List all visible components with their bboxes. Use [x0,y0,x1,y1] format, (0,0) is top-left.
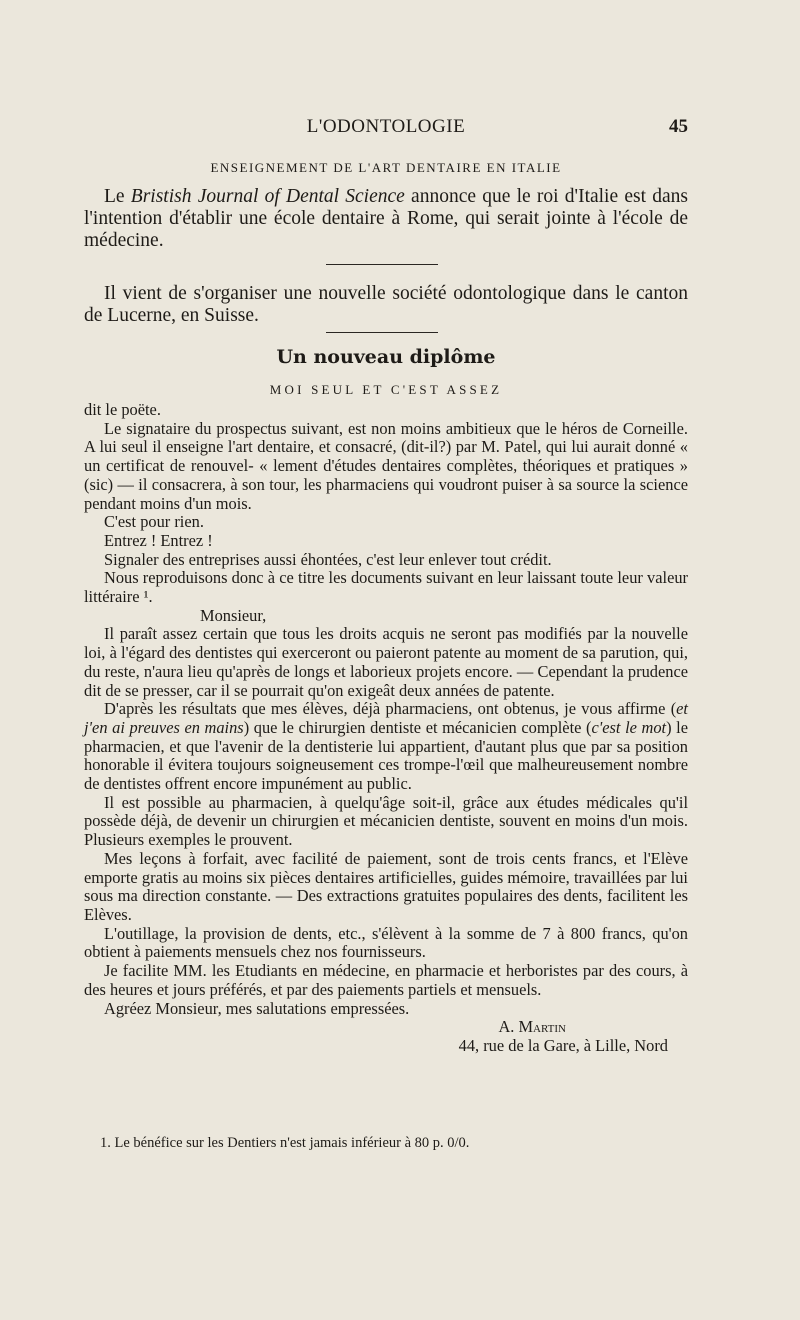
body-paragraph: Nous reproduisons donc à ce titre les documents suivant en leur laissant toute leur valeur littéraire ¹. [84,568,688,607]
body-paragraph: Il paraît assez certain que tous les droits acquis ne seront pas modifiés par la nouvelle loi, à l'égard des dentistes qui exerceront ou paieront patente au moment de sa parution, qui, du reste, n'aura lieu qu'après de longs et laborieux projets encore. — Cependant la prudence dit de se presser, car il se pourrait qu'on exigeât deux années de patente. [84,624,688,700]
letter-signature: A. Martin [498,1017,566,1037]
body-paragraph: Mes leçons à forfait, avec facilité de paiement, sont de trois cents francs, et l'Elève emporte gratis au moins six pièces dentaires artificielles, guides mémoire, travaillées par lui sous ma direction constante. — Des extractions gratuites populaires des dents, facilitent les Elèves. [84,848,688,924]
italic-run: et j'en ai preuves en mains [84,699,688,737]
article-body [84,401,688,1056]
body-paragraph: Entrez ! Entrez ! [104,530,213,550]
text-run: annonce que le roi d'Italie est dans l'intention d'établir une école dentaire à Rome, qui serait jointe à l'école de médecine. [84,186,688,251]
body-paragraph: Il est possible au pharmacien, à quelqu'âge soit-il, grâce aux études médicales qu'il possède déjà, de devenir un chirurgien et mécanicien dentiste, souvent en moins d'un mois. Plusieurs exemples le prouvent. [84,792,688,850]
body-paragraph: C'est pour rien. [104,512,204,532]
body-paragraph: L'outillage, la provision de dents, etc., s'élèvent à la somme de 7 à 800 francs, qu'on obtient à paiements mensuels chez nos fournisseurs. [84,923,688,962]
letter-address: 44, rue de la Gare, à Lille, Nord [458,1035,668,1055]
article-title: Un nouveau diplôme [276,346,496,368]
text-run: Le [104,186,131,207]
footnote: 1. Le bénéfice sur les Dentiers n'est jamais inférieur à 80 p. 0/0. [100,1135,470,1151]
paragraph-italy [84,186,688,252]
body-paragraph: Je facilite MM. les Etudiants en médecine, en pharmacie et herboristes par des cours, à des heures et jours préférés, et par des paiements partiels et mensuels. [84,961,688,999]
body-paragraph [84,700,688,794]
journal-title: Bristish Journal of Dental Science [130,186,405,207]
text-run: ) que le chirurgien dentiste et mécanicien complète ( [243,717,592,737]
running-title: L'ODONTOLOGIE [306,116,466,137]
page-number: 45 [669,116,688,137]
letter-closing: Agréez Monsieur, mes salutations empressées. [104,998,410,1018]
italic-run: c'est le mot [591,717,667,737]
article-motto: MOI SEUL ET C'EST ASSEZ [269,382,503,397]
text-run: Il vient de s'organiser une nouvelle société odontologique dans le canton de Lucerne, en Suisse. [84,283,688,326]
running-head [84,116,688,140]
letter-salutation: Monsieur, [200,605,267,625]
text-run: D'après les résultats que mes élèves, déjà pharmaciens, ont obtenus, je vous affirme ( [104,699,677,719]
separator-rule [326,332,438,333]
paragraph-lucerne [84,283,688,327]
text-run: ) le pharmacien, et que l'avenir de la dentisterie lui appartient, d'autant plus que par sa position honorable il évitera toujours soigneusement ces trompe-l'œil que malheureusement nombre de dentistes offrent encore impunément au public. [84,717,688,794]
section-heading-italy: ENSEIGNEMENT DE L'ART DENTAIRE EN ITALIE [210,160,562,175]
separator-rule [326,264,438,265]
body-paragraph: Signaler des entreprises aussi éhontées, c'est leur enlever tout crédit. [104,549,552,569]
body-line: dit le poëte. [84,400,161,419]
body-paragraph: Le signataire du prospectus suivant, est non moins ambitieux que le héros de Corneille. A lui seul il enseigne l'art dentaire, et consacré, (dit-il?) par M. Patel, qui lui aurait donné « un certificat de renouvel- « lement d'études dentaires complètes, théoriques et pratiques » (sic) — il consacrera, à son tour, les pharmaciens qui voudront puiser à sa source la science pendant moins d'un mois. [84,418,688,513]
